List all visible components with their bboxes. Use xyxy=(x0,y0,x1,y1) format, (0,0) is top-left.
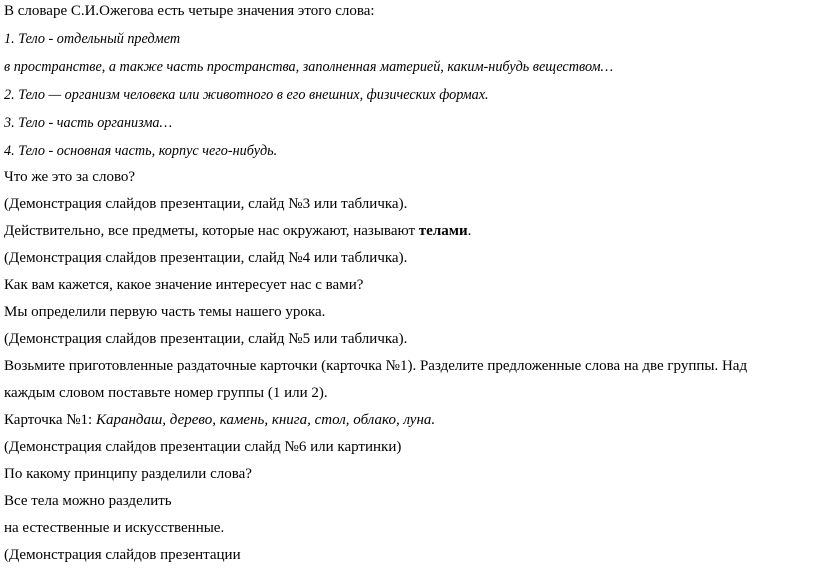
task-line-continued: каждым словом поставьте номер группы (1 или 2). xyxy=(4,385,328,401)
definition-1: 1. Тело - отдельный предмет xyxy=(4,31,181,47)
slide-note-3: (Демонстрация слайдов презентации, слайд №3 или табличка). xyxy=(4,196,408,212)
bodies-statement-text: Действительно, все предметы, которые нас окружают, называют xyxy=(4,223,419,239)
definition-1-continued: в пространстве, а также часть пространства, заполненная материей, каким-нибудь веществом… xyxy=(4,59,614,75)
first-part-line: Мы определили первую часть темы нашего урока. xyxy=(4,304,326,320)
card-label: Карточка №1: xyxy=(4,412,96,428)
bodies-statement xyxy=(4,222,471,240)
slide-note-partial: (Демонстрация слайдов презентации xyxy=(4,547,241,563)
bodies-term: телами xyxy=(418,223,468,239)
bodies-statement-end: . xyxy=(467,223,472,239)
division-line-continued: на естественные и искусственные. xyxy=(4,520,225,536)
slide-note-4: (Демонстрация слайдов презентации, слайд №4 или табличка). xyxy=(4,250,408,266)
card-line xyxy=(4,411,435,429)
question-line: Что же это за слово? xyxy=(4,169,136,185)
definition-4: 4. Тело - основная часть, корпус чего-нибудь. xyxy=(4,143,278,159)
definition-2: 2. Тело — организм человека или животного в его внешних, физических формах. xyxy=(4,87,489,103)
task-line: Возьмите приготовленные раздаточные карточки (карточка №1). Разделите предложенные слова на две группы. Над xyxy=(4,358,748,374)
slide-note-5: (Демонстрация слайдов презентации, слайд №5 или табличка). xyxy=(4,331,408,347)
intro-line: В словаре С.И.Ожегова есть четыре значения этого слова: xyxy=(4,3,375,19)
principle-question: По какому принципу разделили слова? xyxy=(4,466,252,482)
meaning-question: Как вам кажется, какое значение интересует нас с вами? xyxy=(4,277,364,293)
slide-note-6: (Демонстрация слайдов презентации слайд №6 или картинки) xyxy=(4,439,402,455)
definition-3: 3. Тело - часть организма… xyxy=(4,115,173,131)
division-line: Все тела можно разделить xyxy=(4,493,172,509)
card-words: Карандаш, дерево, камень, книга, стол, облако, луна. xyxy=(95,412,436,428)
